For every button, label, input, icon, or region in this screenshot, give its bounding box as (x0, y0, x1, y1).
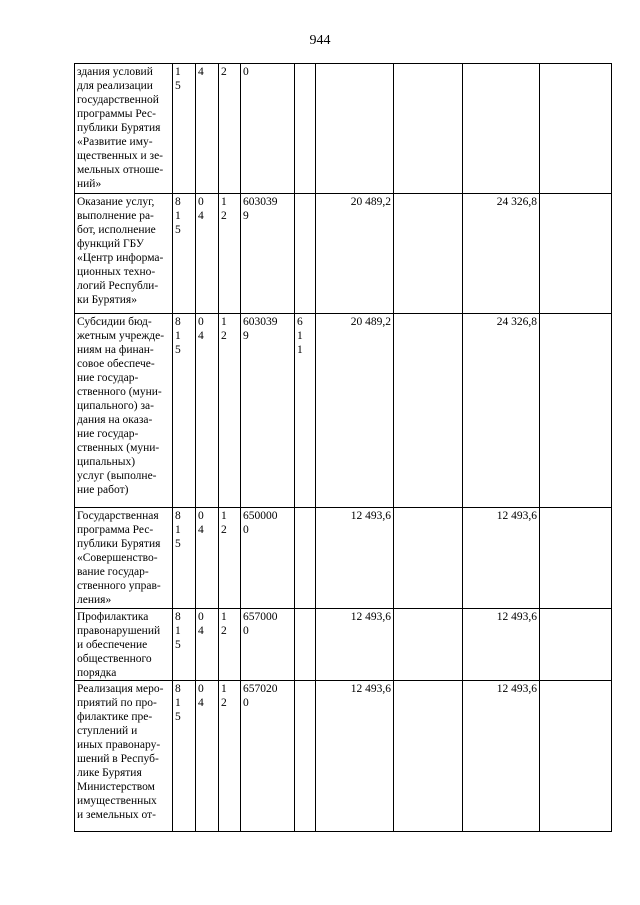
sum-2: 24 326,8 (463, 194, 540, 314)
empty-cell (540, 64, 612, 194)
sum-1: 12 493,6 (316, 681, 394, 832)
sum-2 (463, 64, 540, 194)
sum-1: 20 489,2 (316, 314, 394, 508)
table-row (75, 194, 612, 314)
rz-code: 0 4 (196, 314, 219, 508)
budget-table (74, 63, 612, 832)
row-name: Оказание услуг, выполнение ра- бот, исполнение функций ГБУ «Центр информа- ционных техно- логий Республи- ки Бурятия» (75, 194, 173, 314)
empty-cell (394, 194, 463, 314)
grbs-code: 8 1 5 (173, 194, 196, 314)
sum-2: 12 493,6 (463, 681, 540, 832)
csr-code: 603039 9 (241, 314, 295, 508)
vr-code: 6 1 1 (295, 314, 316, 508)
row-name: Государственная программа Рес- публики Бурятия «Совершенство- вание государ- ственного управ- ления» (75, 508, 173, 609)
pr-code: 1 2 (219, 609, 241, 681)
csr-code: 650000 0 (241, 508, 295, 609)
sum-1: 12 493,6 (316, 508, 394, 609)
pr-code: 1 2 (219, 508, 241, 609)
empty-cell (394, 681, 463, 832)
empty-cell (394, 609, 463, 681)
grbs-code: 8 1 5 (173, 609, 196, 681)
empty-cell (394, 508, 463, 609)
sum-1: 12 493,6 (316, 609, 394, 681)
grbs-code: 1 5 (173, 64, 196, 194)
table-row (75, 609, 612, 681)
pr-code: 2 (219, 64, 241, 194)
table-row (75, 314, 612, 508)
empty-cell (540, 609, 612, 681)
empty-cell (540, 508, 612, 609)
rz-code: 0 4 (196, 609, 219, 681)
vr-code (295, 609, 316, 681)
page-number: 944 (309, 33, 331, 48)
row-name: Профилактика правонарушений и обеспечение общественного порядка (75, 609, 173, 681)
vr-code (295, 64, 316, 194)
empty-cell (540, 314, 612, 508)
sum-2: 12 493,6 (463, 609, 540, 681)
pr-code: 1 2 (219, 314, 241, 508)
empty-cell (540, 681, 612, 832)
sum-1: 20 489,2 (316, 194, 394, 314)
table-row (75, 64, 612, 194)
grbs-code: 8 1 5 (173, 314, 196, 508)
empty-cell (394, 314, 463, 508)
csr-code: 0 (241, 64, 295, 194)
row-name: Субсидии бюд- жетным учрежде- ниям на финан- совое обеспече- ние государ- ственного (муни- ципального) за- дания на оказа- ние государ- ственных (муни- ципальных) услуг (выполне- ние работ) (75, 314, 173, 508)
row-name: Реализация меро- приятий по про- филактике пре- ступлений и иных правонару- шений в Респуб- лике Бурятия Министерством имущественных и земельных от- (75, 681, 173, 832)
vr-code (295, 194, 316, 314)
vr-code (295, 681, 316, 832)
grbs-code: 8 1 5 (173, 681, 196, 832)
sum-1 (316, 64, 394, 194)
empty-cell (540, 194, 612, 314)
rz-code: 0 4 (196, 508, 219, 609)
csr-code: 657020 0 (241, 681, 295, 832)
sum-2: 24 326,8 (463, 314, 540, 508)
row-name: здания условий для реализации государственной программы Рес- публики Бурятия «Развитие иму- щественных и зе- мельных отноше- ний» (75, 64, 173, 194)
empty-cell (394, 64, 463, 194)
vr-code (295, 508, 316, 609)
table-row (75, 508, 612, 609)
csr-code: 657000 0 (241, 609, 295, 681)
rz-code: 0 4 (196, 194, 219, 314)
sum-2: 12 493,6 (463, 508, 540, 609)
pr-code: 1 2 (219, 194, 241, 314)
table-row (75, 681, 612, 832)
rz-code: 0 4 (196, 681, 219, 832)
csr-code: 603039 9 (241, 194, 295, 314)
pr-code: 1 2 (219, 681, 241, 832)
grbs-code: 8 1 5 (173, 508, 196, 609)
rz-code: 4 (196, 64, 219, 194)
